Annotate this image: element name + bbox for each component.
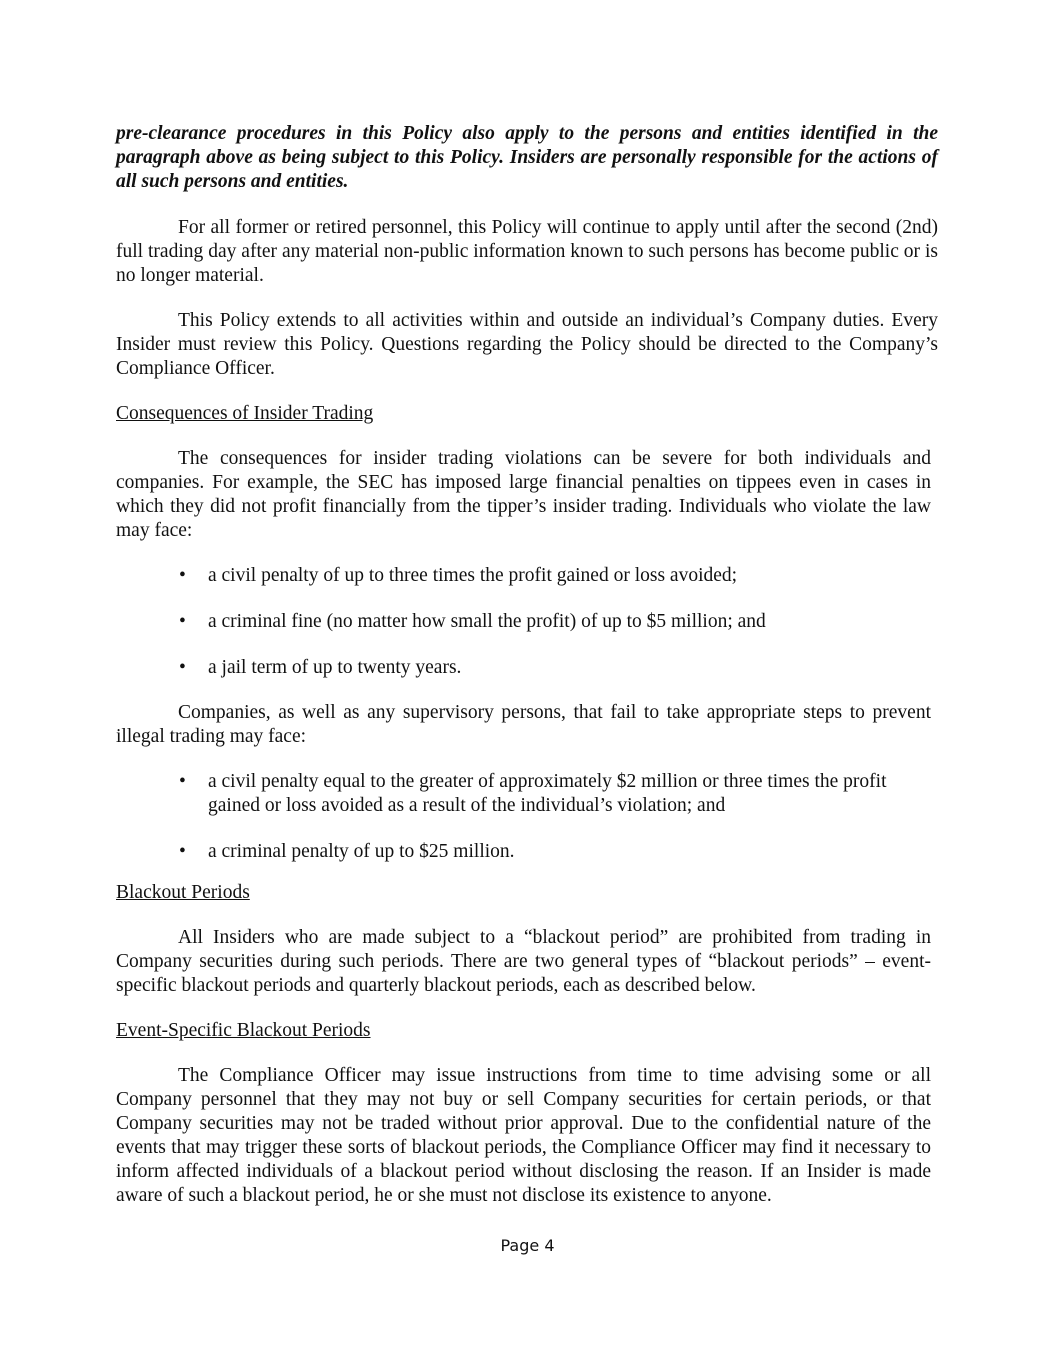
heading-blackout-periods: Blackout Periods <box>116 882 250 903</box>
heading-consequences: Consequences of Insider Trading <box>116 403 374 424</box>
list-item-text: a criminal penalty of up to $25 million. <box>208 841 515 862</box>
bullet-icon: • <box>179 657 186 678</box>
bullet-icon: • <box>179 841 186 862</box>
list-item-text: a criminal fine (no matter how small the profit) of up to $5 million; and <box>208 611 766 632</box>
list-item <box>116 564 931 588</box>
bullet-icon: • <box>179 771 186 792</box>
individual-penalties-list <box>116 564 931 680</box>
list-item <box>116 840 931 864</box>
list-item <box>116 656 931 680</box>
bullet-icon: • <box>179 565 186 586</box>
list-item-text: a jail term of up to twenty years. <box>208 657 462 678</box>
heading-event-specific-blackout: Event-Specific Blackout Periods <box>116 1020 371 1041</box>
bullet-icon: • <box>179 611 186 632</box>
page-number: Page 4 <box>500 1236 555 1255</box>
companies-paragraph: Companies, as well as any supervisory persons, that fail to take appropriate steps to prevent illegal trading may face: <box>116 702 931 747</box>
event-specific-paragraph: The Compliance Officer may issue instructions from time to time advising some or all Company personnel that they may not buy or sell Company securities for certain periods, or that Company securities may not be traded without prior approval. Due to the confidential nature of the events that may trigger these sorts of blackout periods, the Compliance Officer may find it necessary to inform affected individuals of a blackout period without disclosing the reason. If an Insider is made aware of such a blackout period, he or she must not disclose its existence to anyone. <box>116 1065 931 1206</box>
former-personnel-paragraph: For all former or retired personnel, this Policy will continue to apply until after the second (2nd) full trading day after any material non-public information known to such persons has become public or is no longer material. <box>116 217 938 286</box>
list-item-text: a civil penalty of up to three times the profit gained or loss avoided; <box>208 565 738 586</box>
intro-bold-paragraph: pre-clearance procedures in this Policy also apply to the persons and entities identified in the paragraph above as being subject to this Policy. Insiders are personally responsible for the actions of all such persons and entities. <box>116 123 938 192</box>
list-item-text: a civil penalty equal to the greater of approximately $2 million or three times the profit gained or loss avoided as a result of the individual’s violation; and <box>208 771 887 816</box>
list-item <box>116 770 931 818</box>
blackout-paragraph: All Insiders who are made subject to a “blackout period” are prohibited from trading in Company securities during such periods. There are two general types of “blackout periods” – event-specific blackout periods and quarterly blackout periods, each as described below. <box>116 927 931 996</box>
consequences-paragraph: The consequences for insider trading violations can be severe for both individuals and companies. For example, the SEC has imposed large financial penalties on tippees even in cases in which they did not profit financially from the tipper’s insider trading. Individuals who violate the law may face: <box>116 448 931 541</box>
policy-scope-paragraph: This Policy extends to all activities within and outside an individual’s Company duties. Every Insider must review this Policy. Questions regarding the Policy should be directed to the Company’s Compliance Officer. <box>116 310 938 379</box>
list-item <box>116 610 931 634</box>
company-penalties-list <box>116 770 931 864</box>
document-body <box>116 122 938 1208</box>
